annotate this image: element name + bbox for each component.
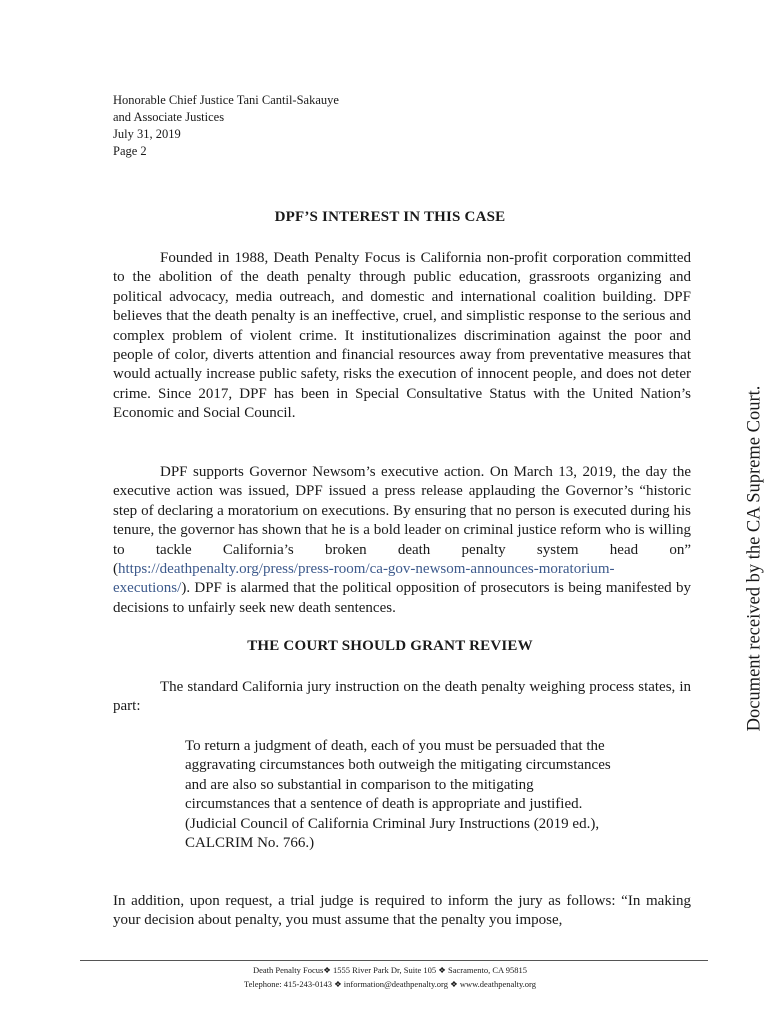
received-stamp-text: Document received by the CA Supreme Court. (744, 385, 765, 732)
section-heading-grant-review: THE COURT SHOULD GRANT REVIEW (247, 638, 533, 654)
block-quote-calcrim: To return a judgment of death, each of you must be persuaded that the aggravating circumstances both outweigh the mitigating circumstances and are also so substantial in comparison to the mitigating circumstances that a sentence of death is appropriate and justified. (Judicial Council of California Criminal Jury Instructions (2019 ed.), CALCRIM No. 766.) (185, 738, 611, 852)
paragraph-founded: Founded in 1988, Death Penalty Focus is California non-profit corporation committed to the abolition of the death penalty through public education, grassroots organizing and political advocacy, media outreach, and domestic and international coalition building. DPF believes that the death penalty is an ineffective, cruel, and simplistic response to the serious and complex problem of violent crime. It institutionalizes discrimination against the poor and people of color, diverts attention and financial resources away from preventative measures that would actually increase public safety, risks the execution of innocent people, and does not deter crime. Since 2017, DPF has been in Special Consultative Status with the United Nation’s Economic and Social Council. (113, 250, 691, 422)
addressee-line-2: and Associate Justices (113, 110, 225, 124)
footer-address (0, 964, 780, 976)
paragraph-jury-instruction: The standard California jury instruction on the death penalty weighing process states, in part: (113, 679, 691, 715)
letter-header (113, 92, 339, 160)
paragraph-in-addition: In addition, upon request, a trial judge is required to inform the jury as follows: “In making your decision about penalty, you must assume that the penalty you impose, (113, 893, 691, 929)
footer-contact-text: Telephone: 415-243-0143 ❖ information@deathpenalty.org ❖ www.deathpenalty.org (244, 979, 536, 989)
footer-contact (0, 978, 780, 990)
addressee-line-1: Honorable Chief Justice Tani Cantil-Sakauye (113, 93, 339, 107)
letter-date: July 31, 2019 (113, 127, 181, 141)
paragraph-text-after-link: ). DPF is alarmed that the political opposition of prosecutors is being manifested by decisions to unfairly seek new death sentences. (113, 580, 691, 616)
footer-address-text: Death Penalty Focus❖ 1555 River Park Dr, Suite 105 ❖ Sacramento, CA 95815 (252, 965, 528, 975)
footer-divider (80, 960, 708, 961)
press-release-link[interactable]: https://deathpenalty.org/press/press-room/ca-gov-newsom-announces-moratorium-executions/ (113, 561, 615, 597)
paragraph-dpf-supports (113, 463, 691, 618)
section-heading-interest: DPF’S INTEREST IN THIS CASE (274, 209, 506, 225)
page-number: Page 2 (113, 144, 147, 158)
paragraph-text-before-link: DPF supports Governor Newsom’s executive action. On March 13, 2019, the day the executive action was issued, DPF issued a press release applauding the Governor’s “historic step of declaring a moratorium on executions. By ensuring that no person is executed during his tenure, the governor has shown that he is a bold leader on criminal justice reform who is willing to tackle California’s broken death penalty system head on” ( (113, 464, 691, 578)
